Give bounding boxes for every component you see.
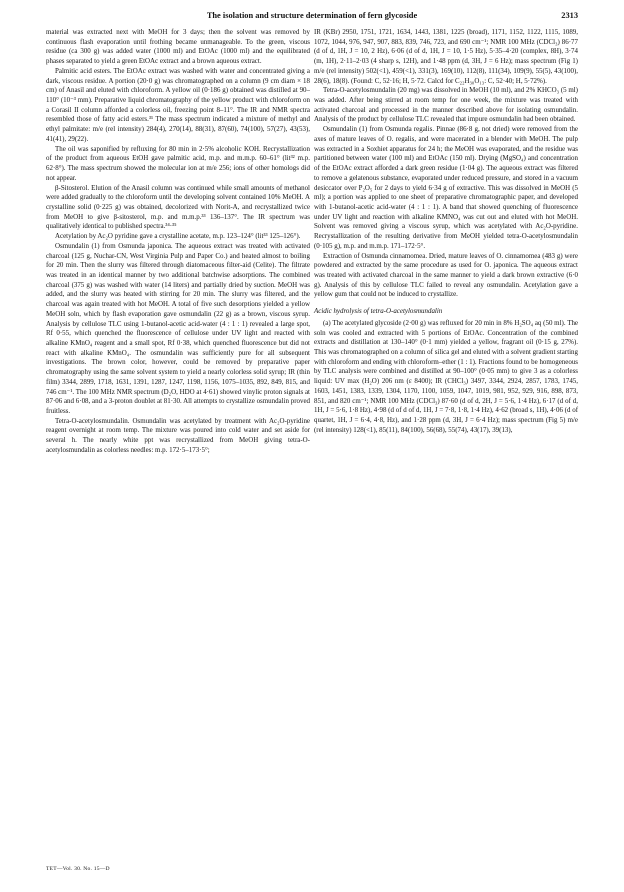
paragraph: Osmundalin (1) from Osmunda japonica. The aqueous extract was treated with activated charcoal (125 g, Nuchar-CN, West Virginia Pulp and Paper Co.) and heated almost to boiling for 20 min. Then the slurry was filtered through diatomaceous filter-aid (Celite). The filtrate was treated in an identical manner by two additional batchwise adsorptions. The combined charcoal (375 g) was washed with water (14 liters) and partially dried by suction. MeOH was added, and the slurry was heated with stirring for 20 min. The slurry was filtered, and the charcoal was again treated with hot MeOH. A total of five such desorptions yielded a yellow MeOH soln, which by flash evaporation gave osmundalin (22 g) as a brown, viscous syrup. Analysis by cellulose TLC using 1-butanol-acetic acid-water (4 : 1 : 1) revealed a large spot, Rf 0·55, which quenched the fluorescence of cellulose under UV light and reacted with alkaline KMnO₄ reagent and a small spot, Rf 0·38, which quenched fluorescence but did not react with alkaline KMnO₄. The osmundalin was sufficiently pure for all subsequent investigations. The brown color, however, could be removed by preparative paper chromatography using the same solvent system to yield a nearly colorless solid syrup; IR (thin film) 3344, 2899, 1718, 1631, 1391, 1287, 1247, 1198, 1156, 1075–1035, 892, 849, 815, and 746 cm⁻¹. The 100 MHz NMR spectrum (D₂O, HDO at 4·61) showed vinylic proton signals at 87·06 and 6·08, and a 3-proton doublet at 81·30. All attempts to crystallize osmundalin proved fruitless. — [46, 241, 310, 416]
paragraph: Extraction of Osmunda cinnamomea. Dried, mature leaves of O. cinnamomea (483 g) were powdered and extracted by the same procedure as used for O. japonica. The aqueous extract was treated with activated charcoal in the same manner to yield a dark brown extractive (6·0 g). Analysis of this by cellulose TLC failed to reveal any osmundalin. Acetylation gave a yellow gum that could not be induced to crystallize. — [314, 251, 578, 299]
page-footer: TET—Vol. 30. No. 15—D — [46, 866, 110, 872]
section-heading: Acidic hydrolysis of tetra-O-acetylosmundalin — [314, 307, 443, 316]
paragraph: Tetra-O-acetylosmundalin. Osmundalin was acetylated by treatment with Ac₂O-pyridine reagent overnight at room temp. The mixture was poured into cold water and set aside for several h. The nearly white ppt was recrystallized from MeOH giving tetra-O-acetylosmundalin as colorless needles: m.p. 172·5–173·5°; — [46, 416, 310, 454]
left-column — [46, 28, 310, 456]
running-title: The isolation and structure determination of fern glycoside — [206, 11, 418, 20]
paragraph: The oil was saponified by refluxing for 80 min in 2·5% alcoholic KOH. Recrystallization of the product from aqueous EtOH gave palmitic acid, m.p. and m.m.p. 60–61° (lit³² m.p. 62·8°). The mass spectrum showed the molecular ion at m/e 256; ions of other homologs did not appear. — [46, 144, 310, 182]
paragraph: Acetylation by Ac₂O pyridine gave a crystalline acetate, m.p. 123–124° (lit³³ 125–126°). — [55, 232, 301, 241]
paragraph: β-Sitosterol. Elution of the Anasil column was continued while small amounts of methanol were added gradually to the chloroform until the developing solvent contained 10% MeOH. A crystalline solid (0·225 g) was obtained, decolorized with Norit-A, and recrystallized twice from MeOH to give β-sitosterol, m.p. and m.m.p.³³ 136–137°. The IR spectrum was qualitatively identical to published spectra.³⁴·³⁵ — [46, 183, 310, 231]
running-header — [46, 11, 578, 25]
paragraph: IR (KBr) 2950, 1751, 1721, 1634, 1443, 1381, 1225 (broad), 1171, 1152, 1122, 1115, 1089, 1072, 1044, 976, 947, 907, 883, 839, 746, 723, and 690 cm⁻¹; NMR 100 MHz (CDCl₃) 86·77 (d of d, 1H, J = 10, 2 Hz), 6·06 (d of d, 1H, J = 10, 1·5 Hz), 5·35–4·20 (complex, 8H), 3·74 (m, 1H), 2·11–2·03 (4 sharp s, 12H), and 1·48 ppm (d, 3H, J = 6 Hz); mass spectrum (Fig 1) m/e (rel intensity) 502(<1), 459(<1), 331(3), 169(10), 112(8), 111(34), 109(9), 55(5), 43(100), 28(6), 18(8). (Found: C, 52·16; H, 5·72. Calcd for C₂₂H₃₀O₁₃: C, 52·40; H, 5·72%). — [314, 28, 578, 85]
paragraph: (a) The acetylated glycoside (2·00 g) was refluxed for 20 min in 8% H₂SO₄ aq (50 ml). The soln was cooled and extracted with 5 portions of EtOAc. Concentration of the combined extracts and distillation at 130–140° (0·1 mm) yielded a yellow, fragrant oil (0·15 g, 27%). This was chromatographed on a column of silica gel and eluted with a solvent gradient starting with chloroform and ending with chloroform–ether (1 : 1). Fractions found to be homogeneous by TLC analysis were combined and distilled at 90–100° (0·05 mm) to give 3 as a colorless liquid: UV max (H₂O) 206 nm (ε 8400); IR (CHCl₃) 3497, 3344, 2924, 2857, 1783, 1745, 1603, 1451, 1383, 1339, 1304, 1170, 1100, 1059, 1047, 1019, 981, 952, 929, 916, 898, 873, 851, and 820 cm⁻¹; NMR 100 MHz (CDCl₃) 87·60 (d of d, 2H, J = 5·6, 1·4 Hz), 6·17 (d of d, 1H, J = 5·6, 1·8 Hz), 4·98 (d of d of d, 1H, J = 7·8, 1·8, 1·4 Hz), 4·62 (broad s, 1H), 4·06 (d of quartet, 1H, J = 6·4, 4·8, Hz), and 1·28 ppm (d, 3H, J = 6·4 Hz); mass spectrum (Fig 5) m/e (rel intensity) 128(<1), 85(11), 84(100), 56(68), 55(74), 43(17), 39(13), — [314, 318, 578, 434]
right-column — [314, 28, 578, 435]
page-number: 2313 — [561, 11, 578, 20]
paragraph: Osmundalin (1) from Osmunda regalis. Pinnae (86·8 g, not dried) were removed from the axes of mature leaves of O. regalis, and were macerated in a blender with MeOH. The pulp was extracted in a Soxhiet apparatus for 24 h; the MeOH was evaporated, and the residue was partitioned between water (100 ml) and EtOAc (150 ml). Drying (MgSO₄) and concentration of the EtOAc extract afforded a dark green residue (1·04 g). The aqueous extract was filtered to remove a gelatenous substance, evaporated under reduced pressure, and stored in a vacuum desiccator over P₂O₅ for 2 days to yield 6·34 g of extractive. This was dissolved in MeOH (5 ml); a portion was applied to one sheet of preparative chromatographic paper, and developed with 1-butanol-acetic acid-water (4 : 1 : 1). A band that showed quenching of fluorescence under UV light and reaction with alkaline KMNO₄ was cut out and eluted with hot MeOH. Solvent was removed giving a viscous syrup, which was acetylated with Ac₂O-pyridine. Recrystallization of the resulting derivative from MeOH yielded tetra-O-acetylosmundalin (0·105 g), m.p. and m.m.p. 171–172·5°. — [314, 125, 578, 250]
paragraph: Palmitic acid esters. The EtOAc extract was washed with water and concentrated giving a dark, viscous residue. A portion (20·0 g) was chromatographed on a column (9 cm diam × 18 cm) of Anasil and eluted with chloroform. A yellow oil (0·186 g) obtained was distilled at 90–110° (10⁻³ mm). Preparative liquid chromatography of the yellow product with chloroform on a Corasil II column afforded a colorless oil, freezing point 8–11°. The IR and NMR spectra resembled those of fatty acid esters.³¹ The mass spectrum indicated a mixture of methyl and ethyl palmitate: m/e (rel intensity) 284(4), 270(14), 88(31), 87(60), 74(100), 57(27), 43(53), 41(41), 29(22). — [46, 66, 310, 143]
paragraph: material was extracted next with MeOH for 3 days; then the solvent was removed by continuous flash evaporation until frothing became unmanageable. To the green, viscous residue (ca 300 g) was added water (1000 ml) and EtOAc (1000 ml) and the equilibrated phases separated to yield a green EtOAc extract and a brown aqueous extract. — [46, 28, 310, 66]
paragraph: Tetra-O-acetylosmundalin (20 mg) was dissolved in MeOH (10 ml), and 2% KHCO₃ (5 ml) was added. After being stirred at room temp for one week, the mixture was treated with activated charcoal and processed in the manner described above for isolating osmundalin. Analysis of the product by cellulose TLC revealed that impure osmundalin had been obtained. — [314, 86, 578, 124]
